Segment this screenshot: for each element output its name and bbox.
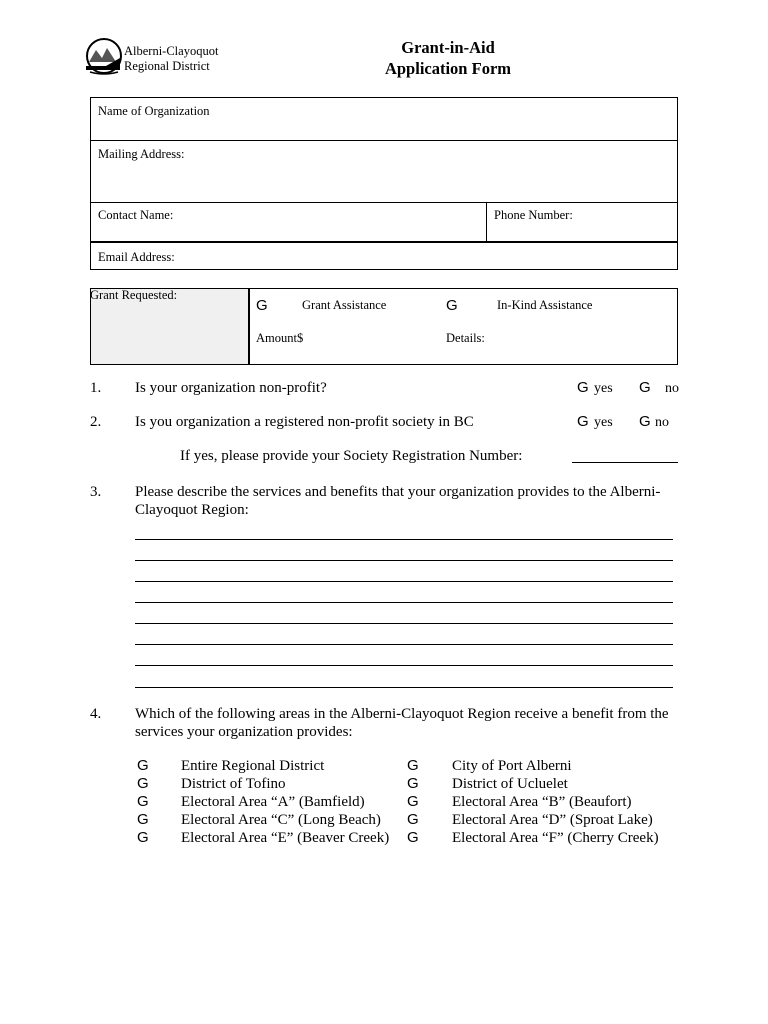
answer-line[interactable] (135, 539, 673, 540)
q1-yes-label: yes (594, 381, 613, 396)
question-number: 1. (90, 380, 102, 396)
q2-yes-checkbox[interactable]: G (577, 413, 589, 430)
contact-name-field[interactable] (180, 205, 484, 239)
area-checkbox-electoral-area-a[interactable]: G (137, 793, 149, 810)
divider (248, 288, 250, 365)
area-label: Electoral Area “F” (Cherry Creek) (452, 830, 659, 846)
form-title-line1: Grant-in-Aid (401, 38, 495, 57)
area-checkbox-district-of-ucluelet[interactable]: G (407, 775, 419, 792)
question-number: 3. (90, 484, 102, 500)
area-checkbox-electoral-area-c[interactable]: G (137, 811, 149, 828)
area-label: Electoral Area “A” (Bamfield) (181, 794, 365, 810)
email-address-label: Email Address: (98, 250, 175, 264)
org-name-line2: Regional District (124, 59, 210, 73)
question-2-text: Is you organization a registered non-profit society in BC (135, 414, 474, 430)
area-label: Electoral Area “D” (Sproat Lake) (452, 812, 653, 828)
answer-line[interactable] (135, 623, 673, 624)
phone-number-field[interactable] (578, 205, 676, 239)
q1-no-checkbox[interactable]: G (639, 379, 651, 396)
area-label: Electoral Area “C” (Long Beach) (181, 812, 381, 828)
email-address-field[interactable] (180, 245, 676, 267)
question-3-text: Please describe the services and benefits that your organization provides to the Alberni-Clayoquot Region: (135, 484, 661, 518)
question-1-text: Is your organization non-profit? (135, 380, 327, 396)
org-name-label: Name of Organization (98, 104, 210, 118)
q2-yes-label: yes (594, 415, 613, 430)
area-label: Electoral Area “B” (Beaufort) (452, 794, 632, 810)
mailing-address-field[interactable] (92, 164, 676, 201)
amount-field[interactable] (306, 328, 436, 348)
logo-text (124, 44, 218, 74)
answer-line[interactable] (135, 560, 673, 561)
area-checkbox-electoral-area-b[interactable]: G (407, 793, 419, 810)
details-label: Details: (446, 331, 485, 345)
phone-number-label: Phone Number: (494, 208, 573, 222)
question-4-text: Which of the following areas in the Alberni-Clayoquot Region receive a benefit from the services your organization provides: (135, 706, 669, 740)
area-checkbox-city-of-port-alberni[interactable]: G (407, 757, 419, 774)
society-registration-prompt: If yes, please provide your Society Registration Number: (180, 448, 523, 464)
area-checkbox-electoral-area-f[interactable]: G (407, 829, 419, 846)
area-label: City of Port Alberni (452, 758, 572, 774)
contact-name-label: Contact Name: (98, 208, 174, 222)
details-field[interactable] (488, 328, 674, 348)
grant-requested-label: Grant Requested: (90, 288, 178, 302)
area-checkbox-electoral-area-e[interactable]: G (137, 829, 149, 846)
org-name-field[interactable] (92, 120, 676, 139)
area-label: Electoral Area “E” (Beaver Creek) (181, 830, 390, 846)
mailing-address-label: Mailing Address: (98, 147, 185, 161)
area-checkbox-entire-regional-district[interactable]: G (137, 757, 149, 774)
question-number: 2. (90, 414, 102, 430)
grant-assistance-label: Grant Assistance (302, 298, 387, 312)
question-number: 4. (90, 706, 102, 722)
q1-yes-checkbox[interactable]: G (577, 379, 589, 396)
answer-line[interactable] (135, 581, 673, 582)
answer-line[interactable] (135, 644, 673, 645)
amount-label: Amount$ (256, 331, 304, 345)
q2-no-checkbox[interactable]: G (639, 413, 651, 430)
area-label: District of Tofino (181, 776, 286, 792)
org-name-line1: Alberni-Clayoquot (124, 44, 219, 58)
divider (486, 202, 487, 242)
society-registration-field[interactable] (572, 462, 678, 463)
answer-line[interactable] (135, 665, 673, 666)
inkind-assistance-label: In-Kind Assistance (497, 298, 593, 312)
answer-line[interactable] (135, 602, 673, 603)
divider (90, 202, 678, 203)
area-label: District of Ucluelet (452, 776, 568, 792)
divider (90, 241, 678, 243)
form-title-line2: Application Form (384, 59, 512, 78)
divider (90, 140, 678, 141)
area-label: Entire Regional District (181, 758, 325, 774)
area-checkbox-district-of-tofino[interactable]: G (137, 775, 149, 792)
area-checkbox-electoral-area-d[interactable]: G (407, 811, 419, 828)
q1-no-label: no (665, 381, 679, 396)
grant-assistance-checkbox[interactable]: G (256, 297, 268, 314)
inkind-assistance-checkbox[interactable]: G (446, 297, 458, 314)
q2-no-label: no (655, 415, 669, 430)
answer-line[interactable] (135, 687, 673, 688)
